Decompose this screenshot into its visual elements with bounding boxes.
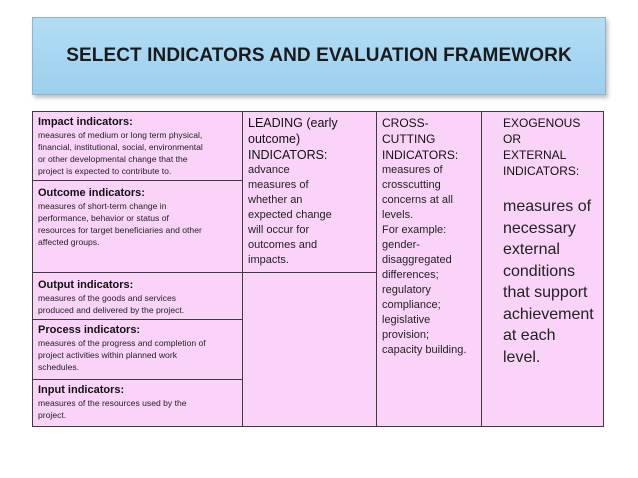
outcome-indicators-cell: [33, 183, 242, 272]
row-divider: [33, 272, 376, 273]
title-banner: [32, 17, 606, 95]
exogenous-indicators-heading: EXOGENOUS OR EXTERNAL INDICATORS:: [503, 116, 581, 178]
output-indicators-description: measures of the goods and services produced and delivered by the project.: [38, 293, 185, 315]
impact-indicators-cell: [33, 112, 242, 180]
process-indicators-cell: [33, 320, 242, 379]
outcome-indicators-heading: Outcome indicators:: [38, 187, 145, 199]
leading-indicators-description: advance measures of whether an expected change will occur for outcomes and impacts.: [248, 164, 332, 266]
input-indicators-description: measures of the resources used by the project.: [38, 398, 187, 420]
cross-cutting-indicators-cell: [376, 112, 481, 361]
input-indicators-cell: [33, 380, 242, 426]
impact-indicators-description: measures of medium or long term physical, financial, institutional, social, environmental or other developmental change that the project is expected to contribute to.: [38, 130, 203, 176]
process-indicators-heading: Process indicators:: [38, 324, 141, 336]
output-indicators-heading: Output indicators:: [38, 279, 134, 291]
cross-cutting-indicators-heading: CROSS- CUTTING INDICATORS:: [382, 116, 459, 162]
impact-indicators-heading: Impact indicators:: [38, 116, 133, 128]
exogenous-indicators-cell: [481, 112, 603, 368]
leading-indicators-heading: LEADING (early outcome) INDICATORS:: [248, 116, 338, 162]
row-divider: [33, 180, 242, 181]
input-indicators-heading: Input indicators:: [38, 384, 125, 396]
leading-indicators-cell: [242, 112, 376, 271]
indicators-table: [32, 111, 604, 427]
outcome-indicators-description: measures of short-term change in performance, behavior or status of resources for target beneficiaries and other affected groups.: [38, 201, 202, 247]
process-indicators-description: measures of the progress and completion of project activities within planned work schedules.: [38, 338, 206, 372]
cross-cutting-indicators-description: measures of crosscutting concerns at all levels. For example: gender- disaggregated differences; regulatory compliance; legislative provision; capacity building.: [382, 164, 467, 356]
exogenous-indicators-description: measures of necessary external conditions that support achievement at each level.: [503, 198, 594, 366]
output-indicators-cell: [33, 275, 242, 319]
page-title: SELECT INDICATORS AND EVALUATION FRAMEWORK: [66, 45, 572, 66]
